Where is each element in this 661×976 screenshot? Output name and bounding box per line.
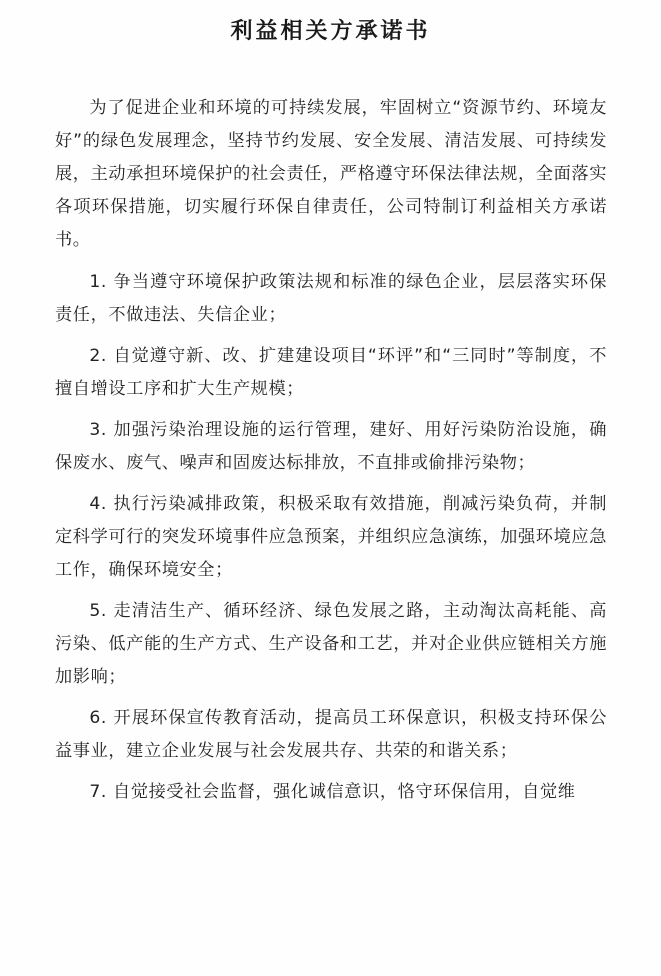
document-title: 利益相关方承诺书 xyxy=(230,19,431,44)
commitment-item-1: 1. 争当遵守环境保护政策法规和标准的绿色企业，层层落实环保责任，不做违法、失信企业； xyxy=(55,272,607,325)
document-body xyxy=(55,92,607,817)
commitment-item-6: 6. 开展环保宣传教育活动，提高员工环保意识，积极支持环保公益事业，建立企业发展与社会发展共存、共荣的和谐关系； xyxy=(55,708,607,761)
commitment-item-5: 5. 走清洁生产、循环经济、绿色发展之路，主动淘汰高耗能、高污染、低产能的生产方式、生产设备和工艺，并对企业供应链相关方施加影响； xyxy=(55,601,607,687)
commitment-item-3: 3. 加强污染治理设施的运行管理，建好、用好污染防治设施，确保废水、废气、噪声和固废达标排放，不直排或偷排污染物； xyxy=(55,420,607,473)
intro-paragraph: 为了促进企业和环境的可持续发展，牢固树立“资源节约、环境友好”的绿色发展理念，坚持节约发展、安全发展、清洁发展、可持续发展，主动承担环境保护的社会责任，严格遵守环保法律法规，全面落实各项环保措施，切实履行环保自律责任，公司特制订利益相关方承诺书。 xyxy=(55,98,607,250)
commitment-item-7: 7. 自觉接受社会监督，强化诚信意识，恪守环保信用，自觉维 xyxy=(89,782,576,802)
commitment-item-4: 4. 执行污染减排政策，积极采取有效措施，削减污染负荷，并制定科学可行的突发环境事件应急预案，并组织应急演练，加强环境应急工作，确保环境安全； xyxy=(55,494,607,580)
commitment-item-2: 2. 自觉遵守新、改、扩建建设项目“环评”和“三同时”等制度，不擅自增设工序和扩大生产规模； xyxy=(55,346,607,399)
